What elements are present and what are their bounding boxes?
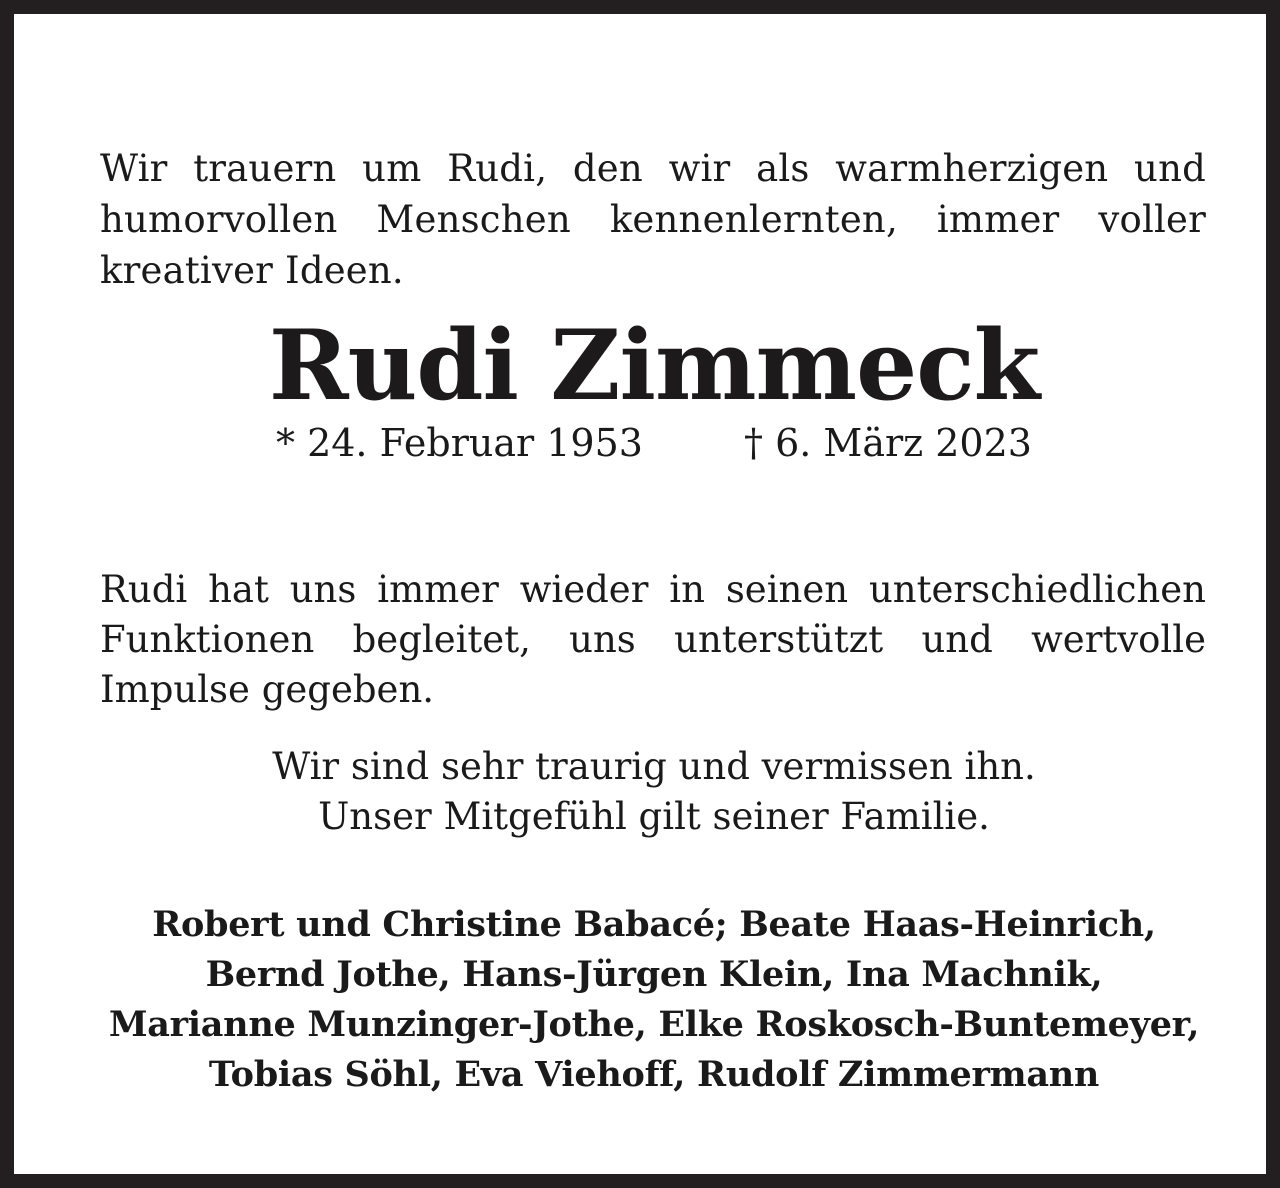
intro-paragraph: Wir trauern um Rudi, den wir als warmherzigen und humorvollen Menschen kennenlernten, immer voller kreativer Ideen. [100, 147, 1206, 292]
closing-text [14, 742, 1280, 842]
signers-list [14, 900, 1280, 1100]
death-date: † 6. März 2023 [744, 421, 1032, 465]
closing-line: Wir sind sehr traurig und vermissen ihn. [272, 745, 1036, 788]
signer-line: Tobias Söhl, Eva Viehoff, Rudolf Zimmermann [208, 1054, 1100, 1095]
signer-line: Bernd Jothe, Hans-Jürgen Klein, Ina Machnik, [205, 954, 1103, 995]
tribute-paragraph: Rudi hat uns immer wieder in seinen unterschiedlichen Funktionen begleitet, uns unterstützt und wertvolle Impulse gegeben. [100, 568, 1206, 711]
deceased-name: Rudi Zimmeck [268, 309, 1040, 422]
birth-date: * 24. Februar 1953 [276, 421, 643, 465]
life-dates [14, 418, 1280, 468]
closing-line: Unser Mitgefühl gilt seiner Familie. [318, 795, 990, 838]
signer-line: Marianne Munzinger-Jothe, Elke Roskosch-Buntemeyer, [108, 1004, 1200, 1045]
signer-line: Robert und Christine Babacé; Beate Haas-Heinrich, [152, 904, 1156, 945]
